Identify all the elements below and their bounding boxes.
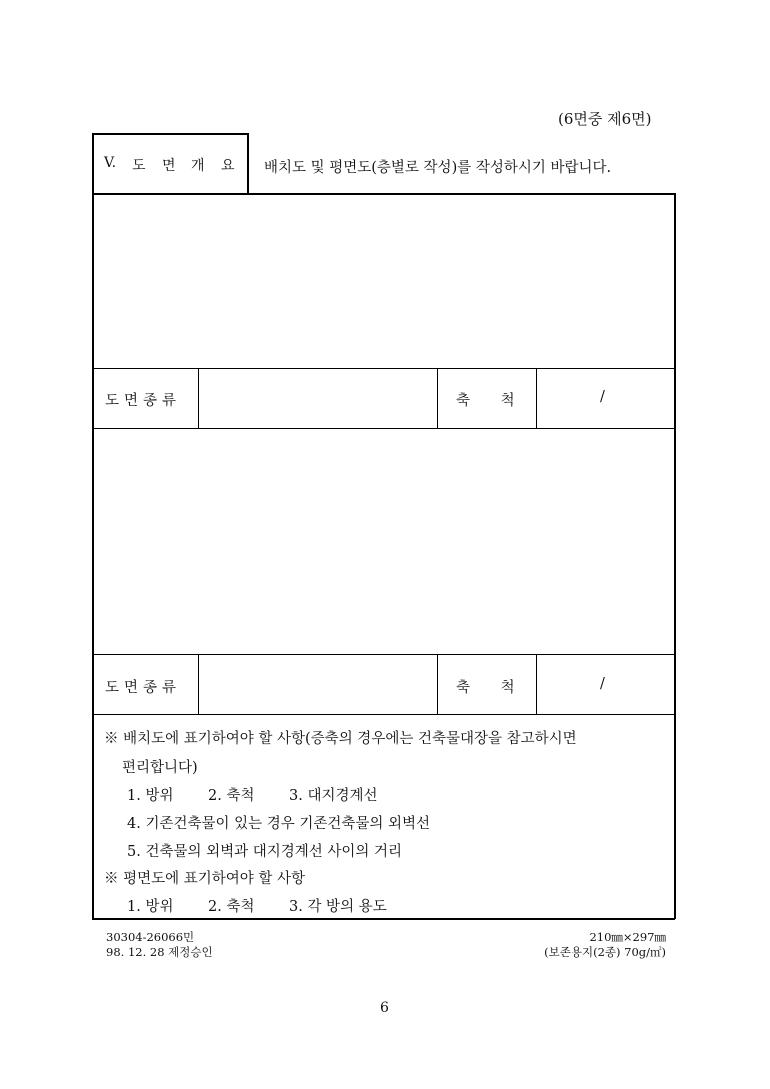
row-divider [92,714,675,715]
drawing-type-field[interactable] [199,655,437,714]
floor-plan-item: 3. 각 방의 용도 [289,899,387,915]
table-right-border [674,193,676,919]
page-number: 6 [380,1000,389,1016]
site-plan-note-heading-cont: 편리합니다) [122,760,198,776]
site-plan-item: 1. 방위 [127,788,174,804]
drawing-type-label: 도면종류 [105,680,182,696]
row-divider [92,428,675,429]
cell-divider [437,654,438,715]
site-plan-item: 5. 건축물의 외벽과 대지경계선 사이의 거리 [127,844,402,860]
title-box-right-border [247,133,249,195]
scale-label: 축 척 [456,680,515,696]
paper-spec: (보존용지(2종) 70g/㎡) [544,945,666,959]
section-title-char: V. [104,155,117,171]
page-indicator: (6면중 제6면) [558,110,652,128]
floor-plan-item: 1. 방위 [127,899,174,915]
site-plan-item: 4. 기존건축물이 있는 경우 기존건축물의 외벽선 [127,816,431,832]
form-code: 30304-26066민 [106,930,195,944]
section-title-char: 개 [191,158,205,174]
drawing-type-label: 도면종류 [105,393,182,409]
scale-field[interactable]: / [600,676,605,692]
cell-divider [536,654,537,715]
drawing-area[interactable] [94,430,674,654]
site-plan-note-heading: ※ 배치도에 표기하여야 할 사항(증축의 경우에는 건축물대장을 참고하시면 [104,731,577,747]
table-bottom-border [92,918,675,920]
scale-label: 축 척 [456,393,515,409]
section-title-char: 요 [221,158,235,174]
section-title-char: 도 [132,158,146,174]
site-plan-item: 2. 축척 [208,788,255,804]
floor-plan-item: 2. 축척 [208,899,255,915]
cell-divider [437,368,438,429]
drawing-type-field[interactable] [199,369,437,428]
site-plan-item: 3. 대지경계선 [289,788,378,804]
section-title [92,134,247,194]
approval-date: 98. 12. 28 제정승인 [106,945,213,959]
section-instruction: 배치도 및 평면도(층별로 작성)를 작성하시기 바랍니다. [264,160,612,176]
floor-plan-note-heading: ※ 평면도에 표기하여야 할 사항 [104,871,306,887]
paper-size: 210㎜×297㎜ [589,930,666,944]
section-title-char: 면 [162,158,176,174]
scale-field[interactable]: / [600,389,605,405]
cell-divider [536,368,537,429]
drawing-area[interactable] [94,195,674,368]
